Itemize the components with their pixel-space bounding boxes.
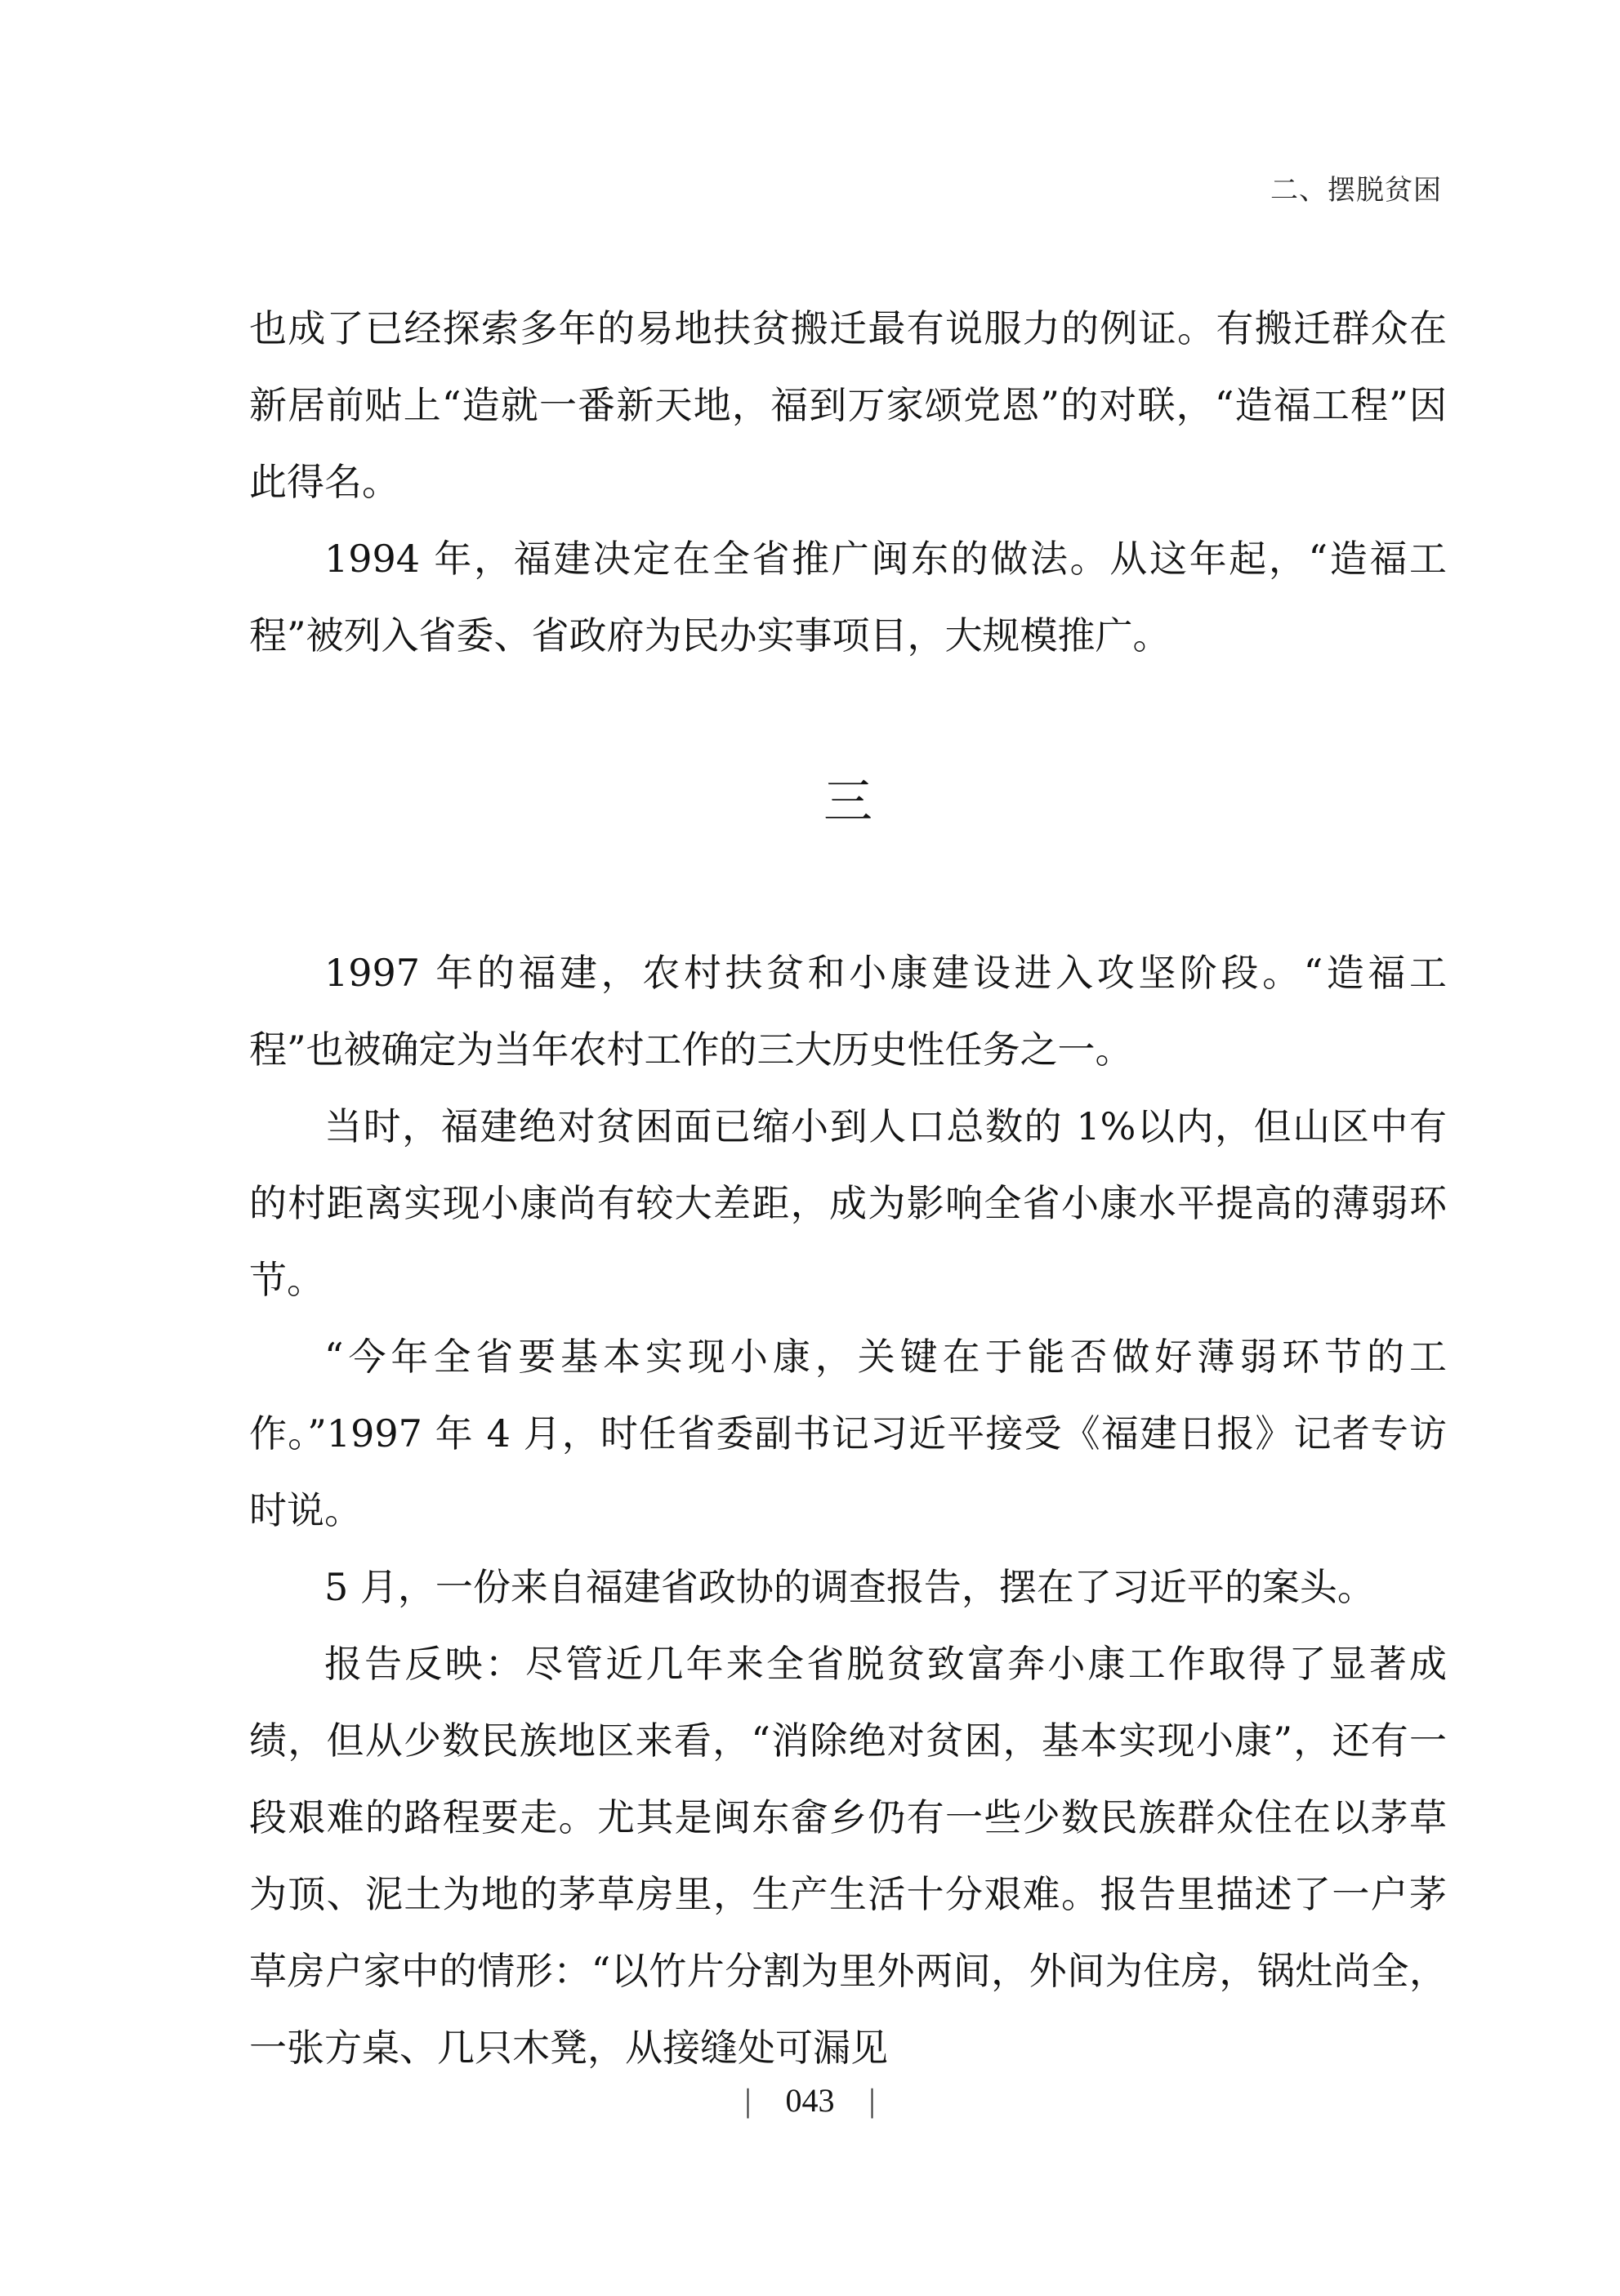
folio-left-mark: | [744, 2082, 752, 2119]
body-text [249, 290, 1447, 2086]
page-number: 043 [785, 2082, 835, 2119]
paragraph-poverty-status: 当时，福建绝对贫困面已缩小到人口总数的 1%以内，但山区中有的村距离实现小康尚有较大差距，成为影响全省小康水平提高的薄弱环节。 [249, 1104, 1447, 1302]
paragraph-quote: “今年全省要基本实现小康，关键在于能否做好薄弱环节的工作。”1997 年 4 月，时任省委副书记习近平接受《福建日报》记者专访时说。 [249, 1335, 1447, 1532]
folio-right-mark: | [868, 2082, 876, 2119]
page-footer [0, 2081, 1620, 2120]
paragraph-report-content: 报告反映：尽管近几年来全省脱贫致富奔小康工作取得了显著成绩，但从少数民族地区来看，“消除绝对贫困，基本实现小康”，还有一段艰难的路程要走。尤其是闽东畲乡仍有一些少数民族群众住在以茅草为顶、泥土为地的茅草房里，生产生活十分艰难。报告里描述了一户茅草房户家中的情形：“以竹片分割为里外两间，外间为住房，锅灶尚全，一张方桌、几只木凳，从接缝处可漏见 [249, 1642, 1447, 2070]
paragraph-1997: 1997 年的福建，农村扶贫和小康建设进入攻坚阶段。“造福工程”也被确定为当年农村工作的三大历史性任务之一。 [249, 951, 1447, 1072]
paragraph-continued: 也成了已经探索多年的易地扶贫搬迁最有说服力的例证。有搬迁群众在新居前贴上“造就一番新天地，福到万家颂党恩”的对联，“造福工程”因此得名。 [249, 306, 1447, 504]
paragraph-1994: 1994 年，福建决定在全省推广闽东的做法。从这年起，“造福工程”被列入省委、省政府为民办实事项目，大规模推广。 [249, 537, 1447, 658]
paragraph-may-report: 5 月，一份来自福建省政协的调查报告，摆在了习近平的案头。 [324, 1565, 1375, 1609]
running-head: 二、摆脱贫困 [1270, 174, 1442, 207]
section-heading: 三 [823, 774, 872, 831]
